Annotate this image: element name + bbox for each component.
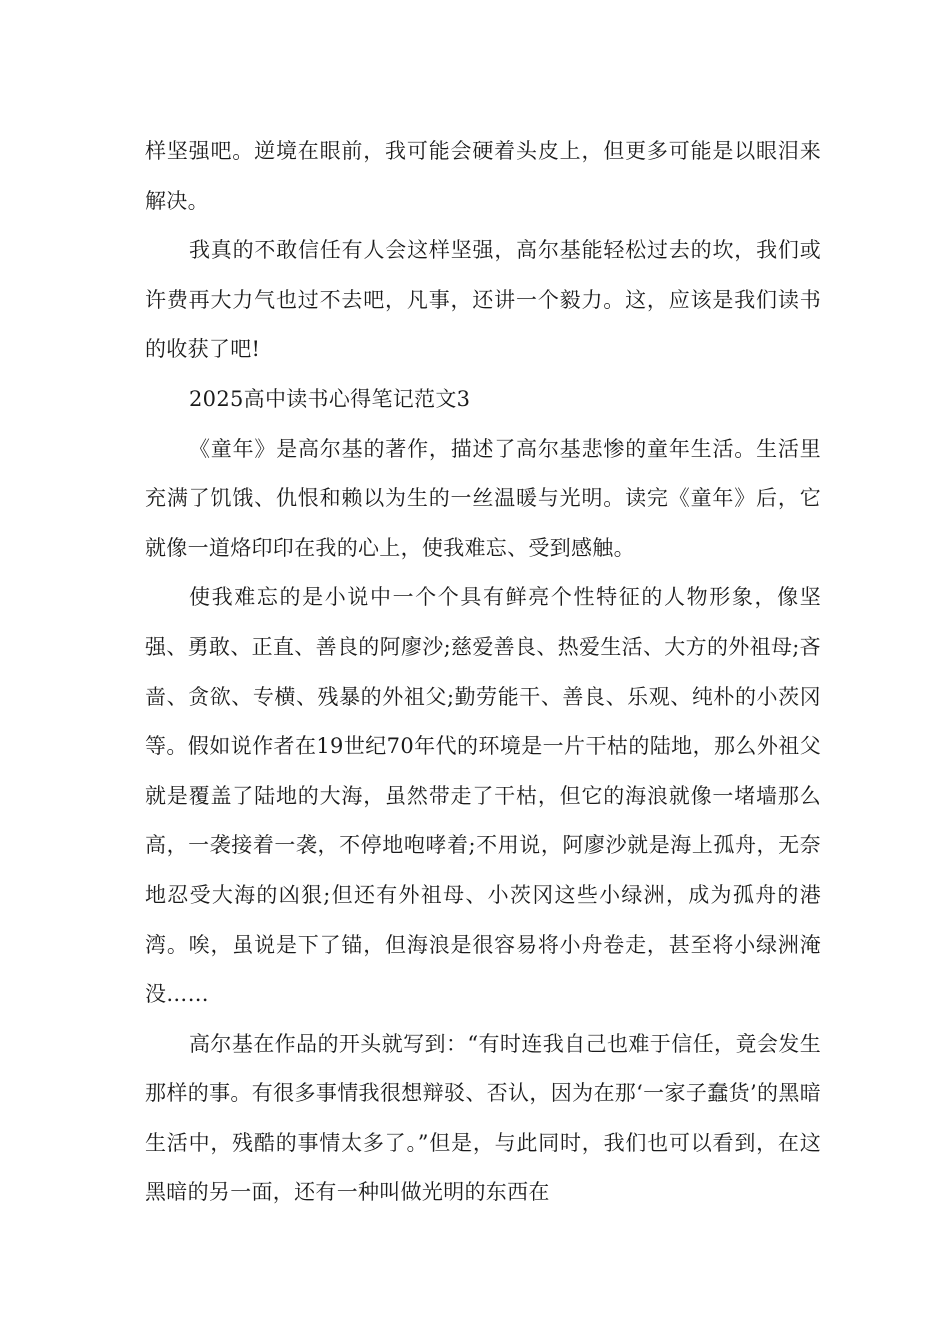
paragraph-characters: 使我难忘的是小说中一个个具有鲜亮个性特征的人物形象，像坚强、勇敢、正直、善良的阿廖沙;慈爱善良、热爱生活、大方的外祖母;吝啬、贪欲、专横、残暴的外祖父;勤劳能干、善良、乐观、纯朴的小茨冈等。假如说作者在19世纪70年代的环境是一片干枯的陆地，那么外祖父就是覆盖了陆地的大海，虽然带走了干枯，但它的海浪就像一堵墙那么高，一袭接着一袭，不停地咆哮着;不用说，阿廖沙就是海上孤舟，无奈地忍受大海的凶狠;但还有外祖母、小茨冈这些小绿洲，成为孤舟的港湾。唉，虽说是下了锚，但海浪是很容易将小舟卷走，甚至将小绿洲淹没…… bbox=[145, 585, 821, 1007]
paragraph-quote: 高尔基在作品的开头就写到：“有时连我自己也难于信任，竟会发生那样的事。有很多事情我很想辩驳、否认，因为在那‘一家子蠢货’的黑暗生活中，残酷的事情太多了。”但是，与此同时，我们也可以看到，在这黑暗的另一面，还有一种叫做光明的东西在 bbox=[145, 1031, 821, 1205]
paragraph-reflection: 我真的不敢信任有人会这样坚强，高尔基能轻松过去的坎，我们或许费再大力气也过不去吧，凡事，还讲一个毅力。这，应该是我们读书的收获了吧! bbox=[145, 238, 821, 362]
section-heading: 2025高中读书心得笔记范文3 bbox=[189, 386, 471, 411]
document-body bbox=[145, 127, 821, 1218]
paragraph-intro: 《童年》是高尔基的著作，描述了高尔基悲惨的童年生活。生活里充满了饥饿、仇恨和赖以为生的一丝温暖与光明。读完《童年》后，它就像一道烙印印在我的心上，使我难忘、受到感触。 bbox=[145, 436, 821, 560]
paragraph-continuation: 样坚强吧。逆境在眼前，我可能会硬着头皮上，但更多可能是以眼泪来解决。 bbox=[145, 139, 821, 213]
